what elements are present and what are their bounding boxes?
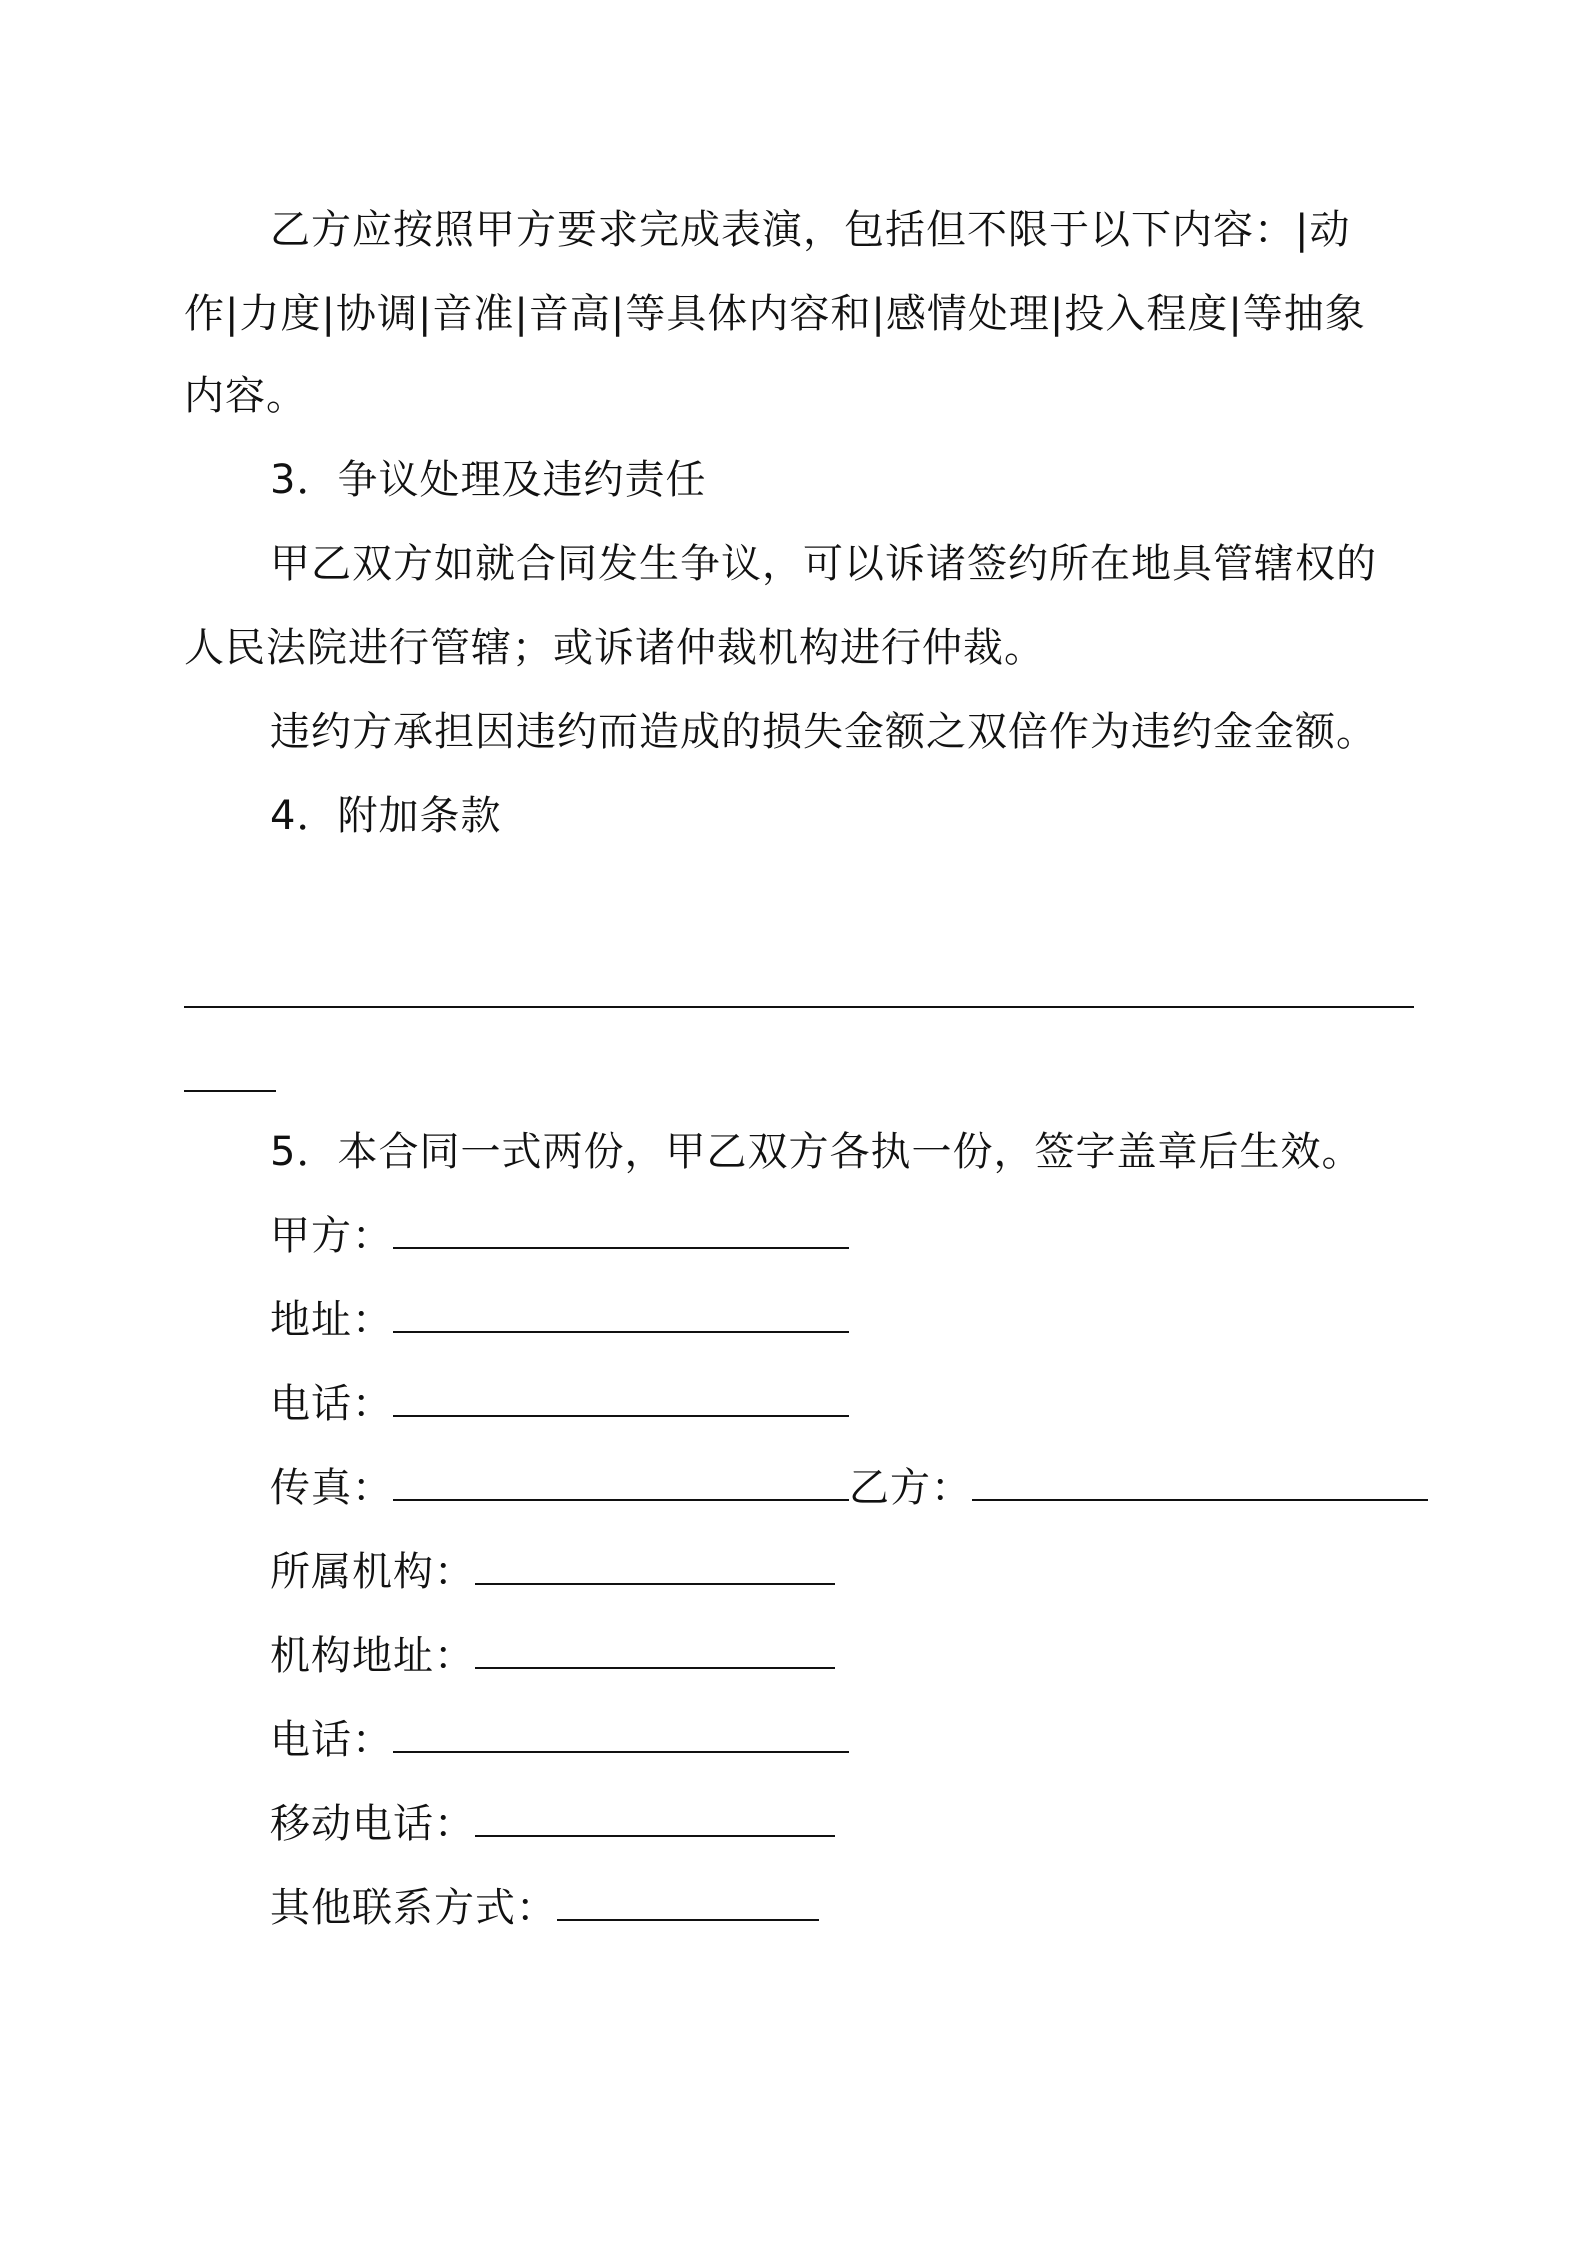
field-address-blank <box>393 1297 849 1333</box>
field-mobile <box>270 1800 1420 1848</box>
field-phone <box>270 1380 1420 1428</box>
field-party-b-blank <box>972 1465 1428 1501</box>
paragraph-performance-line-3: 内容。 <box>184 373 307 419</box>
field-party-b-label: 乙方： <box>849 1465 972 1511</box>
field-org <box>270 1548 1420 1596</box>
field-org-address-label: 机构地址： <box>270 1633 475 1679</box>
field-fax-blank <box>393 1465 849 1501</box>
field-phone-label: 电话： <box>270 1381 393 1427</box>
field-mobile-label: 移动电话： <box>270 1801 475 1847</box>
field-phone-2 <box>270 1716 1420 1764</box>
field-address <box>270 1296 1420 1344</box>
field-party-a-label: 甲方： <box>270 1213 393 1259</box>
field-other-contact <box>270 1884 1420 1932</box>
field-other-contact-label: 其他联系方式： <box>270 1885 557 1931</box>
field-mobile-blank <box>475 1801 835 1837</box>
field-phone-2-label: 电话： <box>270 1717 393 1763</box>
field-party-a <box>270 1212 1420 1260</box>
additional-terms-blank-line-2 <box>184 1090 276 1092</box>
field-address-label: 地址： <box>270 1297 393 1343</box>
paragraph-dispute-line-2: 人民法院进行管辖；或诉诸仲裁机构进行仲裁。 <box>184 625 1045 671</box>
paragraph-penalty: 违约方承担因违约而造成的损失金额之双倍作为违约金金额。 <box>270 709 1377 755</box>
field-org-address <box>270 1632 1420 1680</box>
section-heading-additional-terms: 4．附加条款 <box>270 793 502 839</box>
field-phone-blank <box>393 1381 849 1417</box>
additional-terms-blank-line-1 <box>184 1006 1414 1008</box>
paragraph-effectiveness: 5．本合同一式两份，甲乙双方各执一份，签字盖章后生效。 <box>270 1129 1363 1175</box>
section-heading-dispute: 3．争议处理及违约责任 <box>270 457 707 503</box>
field-org-label: 所属机构： <box>270 1549 475 1595</box>
paragraph-performance-line-1: 乙方应按照甲方要求完成表演，包括但不限于以下内容：|动 <box>270 207 1351 253</box>
field-org-blank <box>475 1549 835 1585</box>
field-phone-2-blank <box>393 1717 849 1753</box>
paragraph-performance-line-2: 作|力度|协调|音准|音高|等具体内容和|感情处理|投入程度|等抽象 <box>184 291 1366 337</box>
field-org-address-blank <box>475 1633 835 1669</box>
paragraph-dispute-line-1: 甲乙双方如就合同发生争议，可以诉诸签约所在地具管辖权的 <box>270 541 1377 587</box>
field-fax-party-b <box>270 1464 1420 1512</box>
field-fax-label: 传真： <box>270 1465 393 1511</box>
field-party-a-blank <box>393 1213 849 1249</box>
field-other-contact-blank <box>557 1885 819 1921</box>
